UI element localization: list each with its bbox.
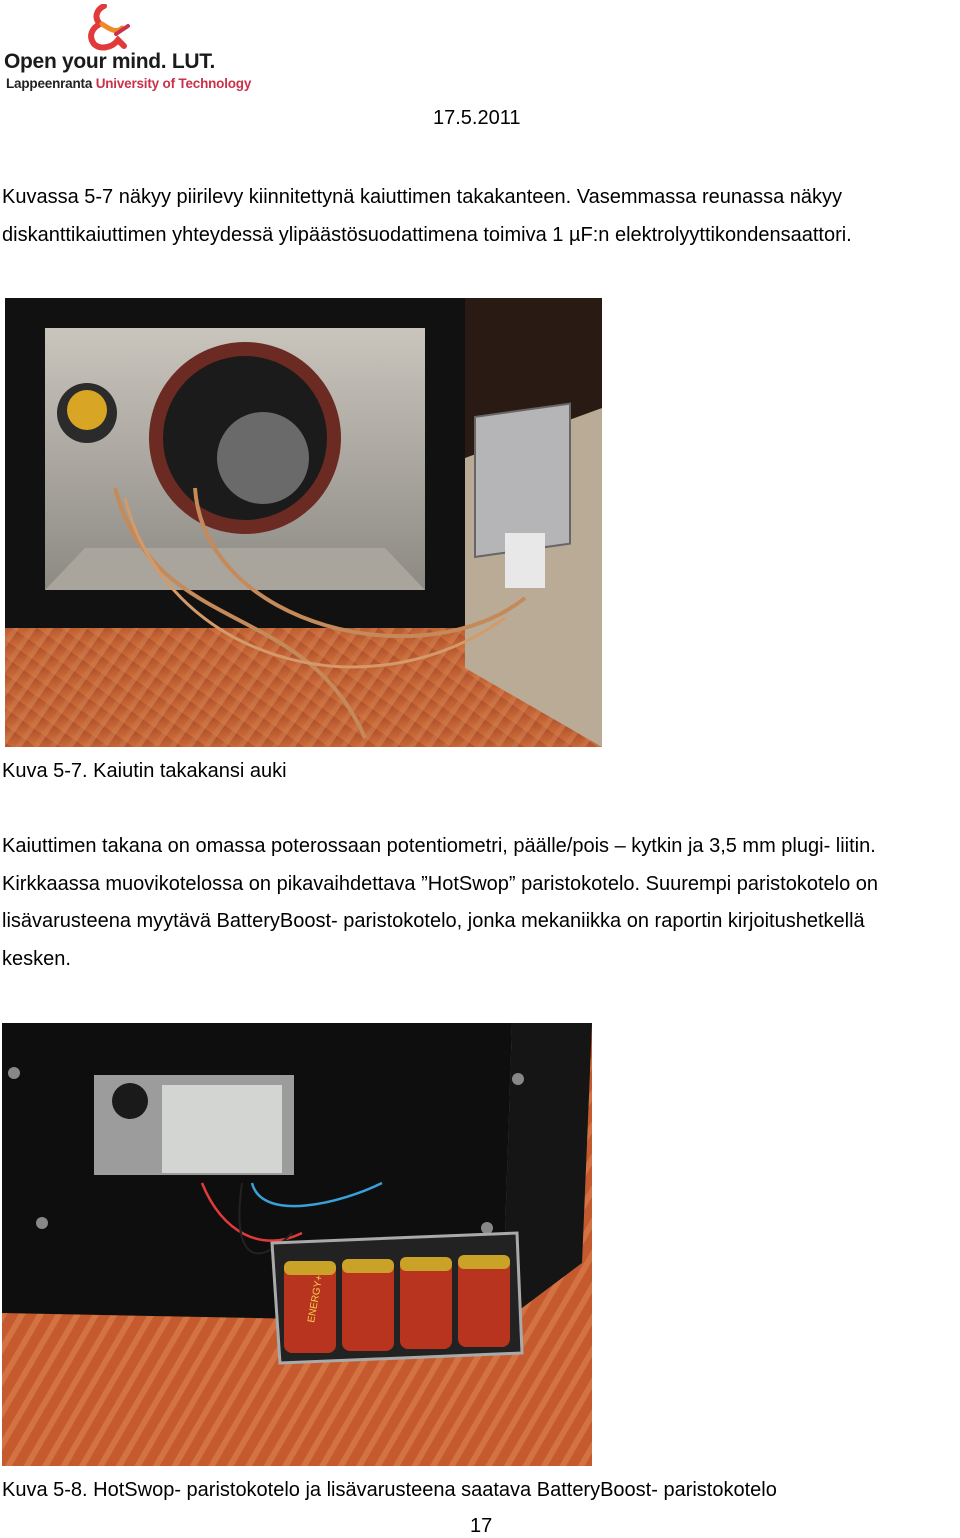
body-paragraph bbox=[2, 828, 878, 978]
figure1-caption: Kuva 5-7. Kaiutin takakansi auki bbox=[2, 760, 287, 782]
logo-university: University of Technology bbox=[95, 76, 252, 91]
logo-slogan: Open your mind. LUT. bbox=[4, 50, 216, 73]
body-line: kesken. bbox=[2, 947, 71, 970]
battery-brand-label: ENERGY+ bbox=[306, 1274, 326, 1324]
woofer-magnet bbox=[217, 412, 309, 504]
hotswop-battery-case bbox=[162, 1085, 282, 1173]
body-line: lisävarusteena myytävä BatteryBoost- paristokotelo, jonka mekaniikka on raportin kirjoitushetkellä bbox=[2, 910, 865, 932]
lut-ampersand-icon bbox=[4, 4, 234, 54]
tweeter-label bbox=[67, 390, 107, 430]
logo-university-name bbox=[6, 76, 251, 91]
page-number: 17 bbox=[470, 1515, 493, 1537]
logo-city: Lappeenranta bbox=[6, 76, 96, 91]
screw-icon bbox=[8, 1067, 20, 1079]
screw-icon bbox=[512, 1073, 524, 1085]
intro-paragraph bbox=[2, 179, 852, 254]
document-date: 17.5.2011 bbox=[433, 107, 521, 129]
figure2-caption: Kuva 5-8. HotSwop- paristokotelo ja lisävarusteena saatava BatteryBoost- paristokotelo bbox=[2, 1479, 777, 1501]
figure-battery-photo bbox=[2, 1023, 592, 1466]
screw-icon bbox=[36, 1217, 48, 1229]
circuit-board bbox=[505, 533, 545, 588]
body-line: Kirkkaassa muovikotelossa on pikavaihdettava ”HotSwop” paristokotelo. Suurempi paristokotelo on bbox=[2, 872, 879, 895]
potentiometer-knob bbox=[112, 1083, 148, 1119]
intro-line: Kuvassa 5-7 näkyy piirilevy kiinnitettynä kaiuttimen takakanteen. Vasemmassa reunassa näkyy bbox=[2, 186, 843, 208]
body-line: Kaiuttimen takana on omassa poterossaan potentiometri, päälle/pois – kytkin ja 3,5 mm plugi- liitin. bbox=[2, 835, 876, 857]
intro-line: diskanttikaiuttimen yhteydessä ylipäästösuodattimena toimiva 1 µF:n elektrolyyttikondensaattori. bbox=[2, 223, 852, 246]
figure-speaker-back-photo bbox=[5, 298, 602, 747]
screw-icon bbox=[481, 1222, 493, 1234]
